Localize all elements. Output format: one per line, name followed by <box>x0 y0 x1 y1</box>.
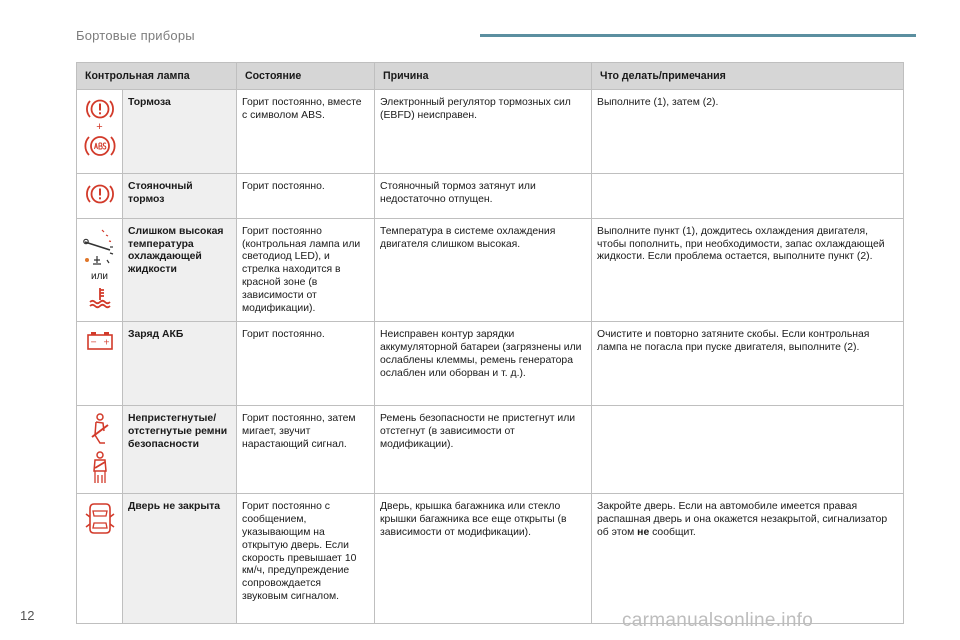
state-cell: Горит постоянно с сообщением, указывающим на открытую дверь. Если скорость превышает 10 км/ч, предупреждение сопровождается звуковым сигналом. <box>237 494 375 624</box>
door-open-icon <box>85 501 115 535</box>
lamp-name: Непристегнутые/ отстегнутые ремни безопасности <box>123 406 237 494</box>
coolant-gauge-icon <box>80 226 120 270</box>
table-header-row <box>77 63 904 90</box>
lamp-name: Стояночный тормоз <box>123 174 237 219</box>
rear-seatbelt-icon <box>87 451 113 485</box>
lamp-name: Дверь не закрыта <box>123 494 237 624</box>
column-header-action: Что делать/примечания <box>592 63 904 90</box>
action-cell: Выполните пункт (1), дождитесь охлаждения двигателя, чтобы пополнить, при необходимости, запас охлаждающей жидкости. Если проблема остается, выполните пункт (2). <box>592 218 904 322</box>
icon-cell <box>77 218 123 322</box>
action-cell <box>592 406 904 494</box>
state-cell: Горит постоянно. <box>237 322 375 406</box>
header-accent-bar <box>480 34 916 37</box>
action-cell <box>592 494 904 624</box>
action-text: Закройте дверь. Если на автомобиле имеется правая распашная дверь и она окажется незакрытой, сигнализатор об этом <box>597 501 888 538</box>
lamp-name: Заряд АКБ <box>123 322 237 406</box>
action-emphasis: не <box>637 526 650 538</box>
table-row <box>77 494 904 624</box>
warning-lamps-table <box>76 62 904 624</box>
cause-cell: Дверь, крышка багажника или стекло крышки багажника все еще открыты (в зависимости от модификации). <box>375 494 592 624</box>
state-cell: Горит постоянно, вместе с символом ABS. <box>237 90 375 174</box>
state-cell: Горит постоянно (контрольная лампа или светодиод LED), и стрелка находится в красной зоне (в зависимости от модификации). <box>237 218 375 322</box>
icon-cell <box>77 406 123 494</box>
cause-cell: Стояночный тормоз затянут или недостаточно отпущен. <box>375 174 592 219</box>
icon-cell <box>77 494 123 624</box>
cause-cell: Электронный регулятор тормозных сил (EBFD) неисправен. <box>375 90 592 174</box>
icon-cell <box>77 90 123 174</box>
table-row <box>77 90 904 174</box>
page-number: 12 <box>20 608 35 623</box>
parking-brake-icon <box>85 181 115 207</box>
front-seatbelt-icon <box>87 413 113 447</box>
table-row <box>77 406 904 494</box>
coolant-temperature-icon <box>85 286 115 310</box>
watermark: carmanualsonline.info <box>622 610 814 631</box>
battery-minus-label: − <box>89 337 97 347</box>
cause-cell: Ремень безопасности не пристегнут или отстегнут (в зависимости от модификации). <box>375 406 592 494</box>
column-header-lamp: Контрольная лампа <box>77 63 237 90</box>
table-row <box>77 218 904 322</box>
action-tail: сообщит. <box>652 526 696 538</box>
action-cell: Очистите и повторно затяните скобы. Если контрольная лампа не погасла при пуске двигателя, выполните (2). <box>592 322 904 406</box>
brake-warning-icon <box>85 97 115 121</box>
icon-cell <box>77 322 123 406</box>
column-header-cause: Причина <box>375 63 592 90</box>
state-cell: Горит постоянно. <box>237 174 375 219</box>
column-header-state: Состояние <box>237 63 375 90</box>
action-cell: Выполните (1), затем (2). <box>592 90 904 174</box>
battery-icon <box>84 329 116 351</box>
page-section-title: Бортовые приборы <box>76 28 195 43</box>
table-row <box>77 174 904 219</box>
or-label: или <box>90 270 108 282</box>
abs-warning-icon <box>84 133 116 159</box>
icon-cell <box>77 174 123 219</box>
plus-sign: + <box>96 121 103 133</box>
table-row <box>77 322 904 406</box>
state-cell: Горит постоянно, затем мигает, звучит нарастающий сигнал. <box>237 406 375 494</box>
cause-cell: Неисправен контур зарядки аккумуляторной батареи (загрязнены или ослаблены клеммы, ремень генератора ослаблен или оборван и т. д.). <box>375 322 592 406</box>
battery-plus-label: + <box>102 337 110 347</box>
lamp-name: Тормоза <box>123 90 237 174</box>
lamp-name: Слишком высокая температура охлаждающей жидкости <box>123 218 237 322</box>
cause-cell: Температура в системе охлаждения двигателя слишком высокая. <box>375 218 592 322</box>
action-cell <box>592 174 904 219</box>
